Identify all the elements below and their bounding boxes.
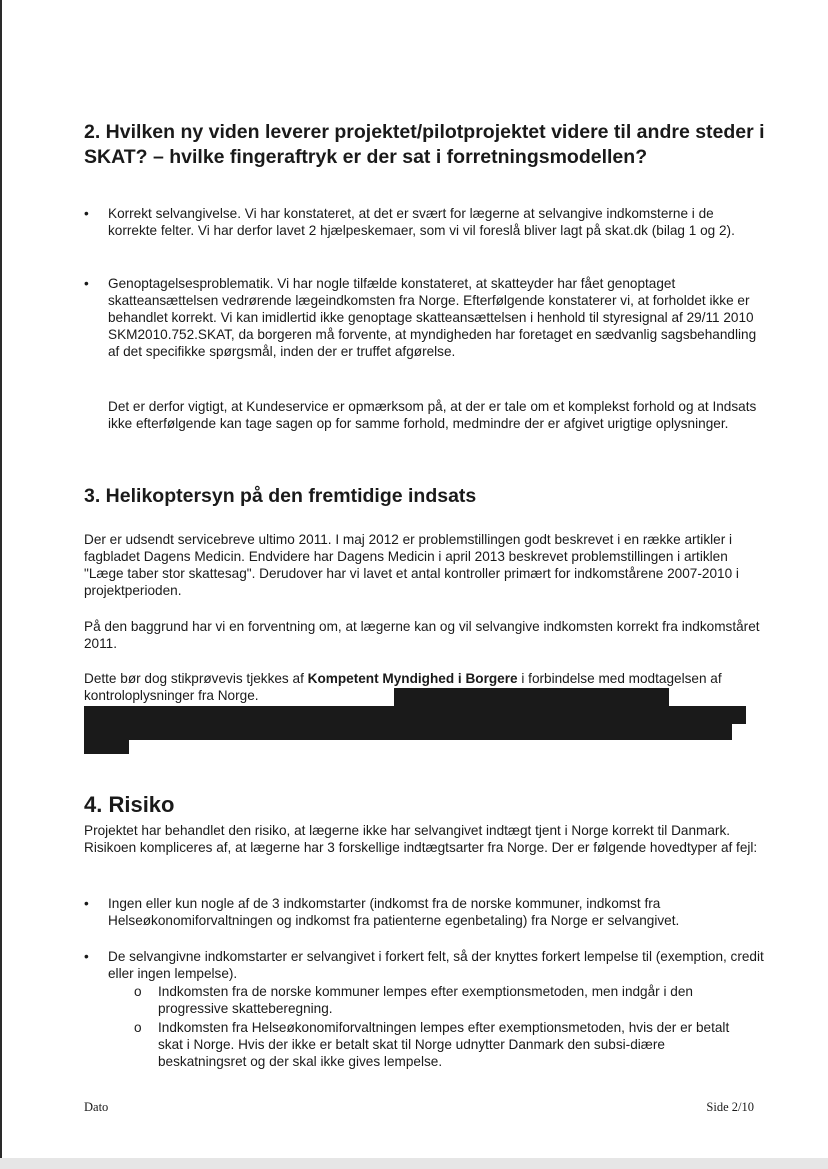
bullet-marker: • xyxy=(84,206,89,221)
section-4-sub-bullet-2 xyxy=(134,1019,754,1070)
section-3-paragraph-1: Der er udsendt servicebreve ultimo 2011. I maj 2012 er problemstillingen godt beskrevet i en række artikler i fagbladet Dagens Medicin. Endvidere har Dagens Medicin i april 2013 beskrevet problemstillingen i artiklen "Læge taber stor skattesag". Derudover har vi lavet et antal kontroller primært for indkomstårene 2007-2010 i projektperioden. xyxy=(84,532,739,598)
section-2-heading: 2. Hvilken ny viden leverer projektet/pilotprojektet videre til andre steder i SKAT? – hvilke fingeraftryk er der sat i forretningsmodellen? xyxy=(84,121,765,168)
scan-bottom-edge xyxy=(0,1158,828,1169)
bullet-marker: • xyxy=(84,276,89,291)
section-4-intro-paragraph: Projektet har behandlet den risiko, at lægerne ikke har selvangivet indtægt tjent i Norge korrekt til Danmark. Risikoen kompliceres af, at lægerne har 3 forskellige indtægtsarter fra Norge. Der er følgende hovedtyper af fejl: xyxy=(84,823,758,855)
section-4-bullet-2 xyxy=(84,948,764,982)
section-2-bullet-1 xyxy=(84,205,764,239)
section-2-followup-paragraph: Det er derfor vigtigt, at Kundeservice er opmærksom på, at der er tale om et komplekst forhold og at Indsats ikke efterfølgende kan tage sagen op for samme forhold, medmindre der er afgivet urigtige oplysninger. xyxy=(108,399,757,431)
footer-page-number: Side 2/10 xyxy=(706,1100,754,1114)
bold-entity-name: Kompetent Myndighed i Borgere xyxy=(307,671,518,686)
redaction-bar xyxy=(84,724,732,740)
redaction-bar xyxy=(84,740,129,754)
sub-bullet-marker: o xyxy=(134,984,142,999)
bullet-text: Genoptagelsesproblematik. Vi har nogle tilfælde konstateret, at skatteyder har fået genoptaget skatteansættelsen vedrørende lægeindkomsten fra Norge. Efterfølgende konstaterer vi, at forholdet ikke er behandlet korrekt. Vi kan imidlertid ikke genoptage skatteansættelsen i henhold til styresignal af 29/11 2010 SKM2010.752.SKAT, da borgeren må forvente, at myndigheden har foretaget en sædvanlig sagsbehandling af det specifikke spørgsmål, inden der er truffet afgørelse. xyxy=(108,276,757,359)
section-4-bullet-1 xyxy=(84,895,764,929)
footer-date-label: Dato xyxy=(84,1100,109,1114)
sub-bullet-text: Indkomsten fra Helseøkonomiforvaltningen lempes efter exemptionsmetoden, hvis der er betalt skat i Norge. Hvis der ikke er betalt skat til Norge udnytter Danmark den subsi-diære beskatningsret og der skal ikke gives lempelse. xyxy=(158,1020,730,1069)
sub-bullet-text: Indkomsten fra de norske kommuner lempes efter exemptionsmetoden, men indgår i den progressive skatteberegning. xyxy=(158,984,693,1016)
section-3-paragraph-2: På den baggrund har vi en forventning om, at lægerne kan og vil selvangive indkomsten korrekt fra indkomståret 2011. xyxy=(84,619,760,651)
section-4-sub-bullet-1 xyxy=(134,983,754,1017)
redaction-bar xyxy=(84,706,746,724)
bullet-text: Korrekt selvangivelse. Vi har konstateret, at det er svært for lægerne at selvangive indkomsterne i de korrekte felter. Vi har derfor lavet 2 hjælpeskemaer, som vi vil foreslå bliver lagt på skat.dk (bilag 1 og 2). xyxy=(108,206,735,238)
bullet-marker: • xyxy=(84,896,89,911)
section-2-bullet-2 xyxy=(84,275,764,360)
paragraph-text: Dette bør dog stikprøvevis tjekkes af xyxy=(84,671,308,686)
bullet-text: Ingen eller kun nogle af de 3 indkomstarter (indkomst fra de norske kommuner, indkomst fra Helseøkonomiforvaltningen og indkomst fra patienterne egenbetaling) fra Norge er selvangivet. xyxy=(108,896,680,928)
paragraph-text: i forbindelse med modtagelsen af kontroloplysninger fra Norge. xyxy=(84,671,722,703)
sub-bullet-marker: o xyxy=(134,1020,142,1035)
section-4-heading: 4. Risiko xyxy=(84,792,175,817)
bullet-marker: • xyxy=(84,949,89,964)
bullet-text: De selvangivne indkomstarter er selvangivet i forkert felt, så der knyttes forkert lempelse til (exemption, credit eller ingen lempelse). xyxy=(108,949,764,981)
redaction-bar xyxy=(394,688,669,706)
section-3-heading: 3. Helikoptersyn på den fremtidige indsats xyxy=(84,485,477,507)
